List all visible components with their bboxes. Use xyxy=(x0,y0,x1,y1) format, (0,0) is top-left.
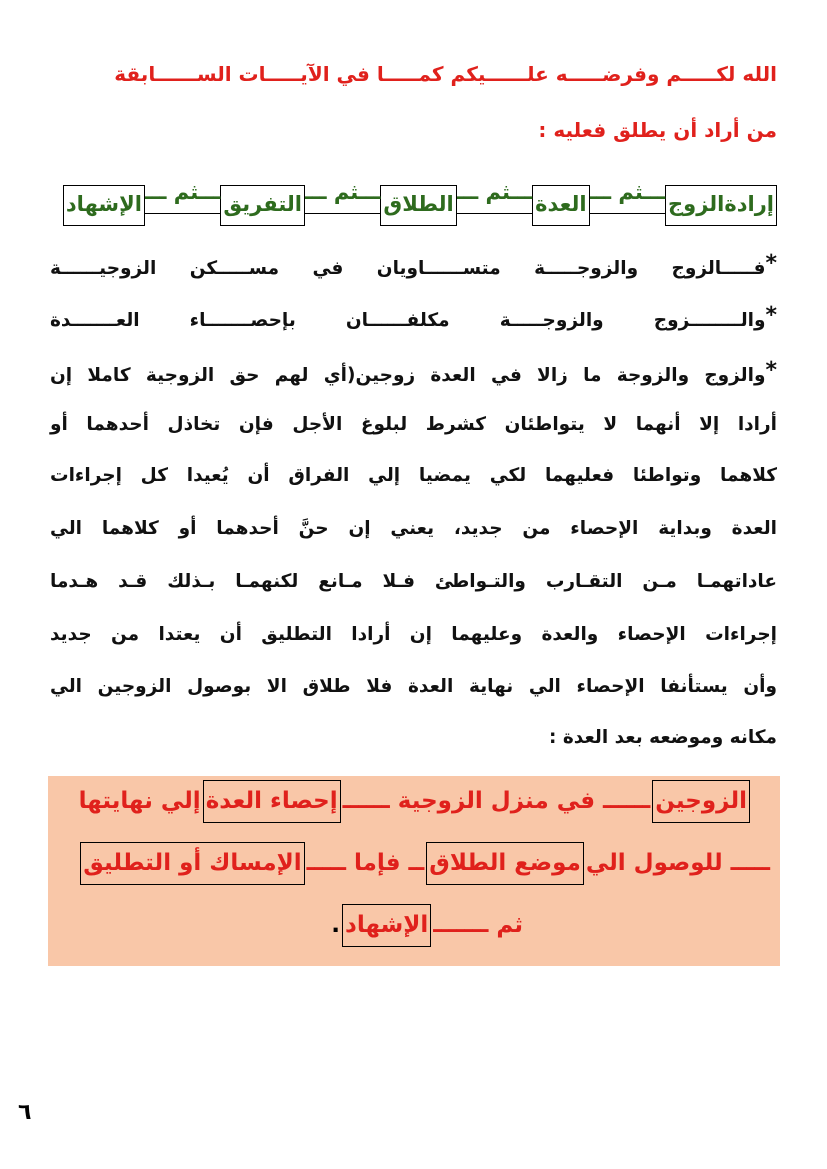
step-waiting-period: العدة xyxy=(532,185,589,226)
summary-box-spouses: الزوجين xyxy=(652,780,750,823)
summary-line-1: الزوجين ــــــ في منزل الزوجية ــــــ إحصاء العدة إلي نهايتها xyxy=(77,780,750,823)
step-separator: ـــثم ـــ xyxy=(305,182,380,214)
summary-box-keep-or-divorce: الإمساك أو التطليق xyxy=(80,842,304,885)
step-separator: ـــثم ـــ xyxy=(145,182,220,214)
intro-question: من أراد أن يطلق فعليه : xyxy=(538,118,777,142)
step-divorce: الطلاق xyxy=(380,185,456,226)
step-separator: ـــثم ـــ xyxy=(590,182,665,214)
para-line-3: *والزوج والزوجة ما زالا في العدة زوجين(أي لهم حق الزوجية كاملا إن xyxy=(50,358,777,386)
page-number: ٦ xyxy=(18,1100,32,1125)
para-line-7: عاداتهمـا مـن التقـارب والتـواطئ فـلا مـانع لكنهمـا بـذلك قـد هـدما xyxy=(50,571,777,592)
step-separation: التفريق xyxy=(220,185,305,226)
summary-line-2: ـــــ للوصول الي موضع الطلاق ــ فإما ـــــ الإمساك أو التطليق xyxy=(80,842,772,885)
steps-row xyxy=(65,170,777,226)
bullet-star: * xyxy=(765,251,777,276)
summary-box-divorce-place: موضع الطلاق xyxy=(426,842,584,885)
para-line-2: *والــــــــزوج والزوجـــــة مكلفــــــان بإحصـــــــاء العـــــــدة xyxy=(50,303,777,331)
summary-panel xyxy=(48,776,780,966)
intro-line: الله لكـــــم وفرضـــــه علــــــيكم كمـــــا في الآيـــــات الســــــابقة xyxy=(114,62,777,86)
para-line-4: أرادا إلا أنهما لا يتواطئان كشرط لبلوغ الأجل فإن تخاذل أحدهما أو xyxy=(50,414,777,435)
bullet-star: * xyxy=(765,358,777,383)
para-line-5: كلاهما وتواطئا فعليهما لكي يمضيا إلي الفراق أن يُعيدا كل إجراءات xyxy=(50,465,777,486)
summary-line-3: ثم ـــــــ الإشهاد . xyxy=(329,904,525,947)
summary-box-counting: إحصاء العدة xyxy=(203,780,341,823)
para-line-9: وأن يستأنفا الإحصاء الي نهاية العدة فلا طلاق الا بوصول الزوجين الي xyxy=(50,676,777,697)
para-line-8: إجراءات الإحصاء والعدة وعليهما إن أرادا التطليق أن يعتدا من جديد xyxy=(50,624,777,645)
bullet-star: * xyxy=(765,303,777,328)
para-line-6: العدة وبداية الإحصاء من جديد، يعني إن حنَّ أحدهما أو كلاهما الي xyxy=(50,518,777,539)
para-line-10: مكانه وموضعه بعد العدة : xyxy=(549,727,777,748)
step-witnessing: الإشهاد xyxy=(63,185,145,226)
step-husband-will: إرادةالزوج xyxy=(665,185,777,226)
step-separator: ـــثم ـــ xyxy=(457,182,532,214)
para-line-1: *فـــــالزوج والزوجـــــة متســــــاويان في مســـــكن الزوجيــــــة xyxy=(50,251,777,279)
summary-box-witnessing: الإشهاد xyxy=(342,904,431,947)
